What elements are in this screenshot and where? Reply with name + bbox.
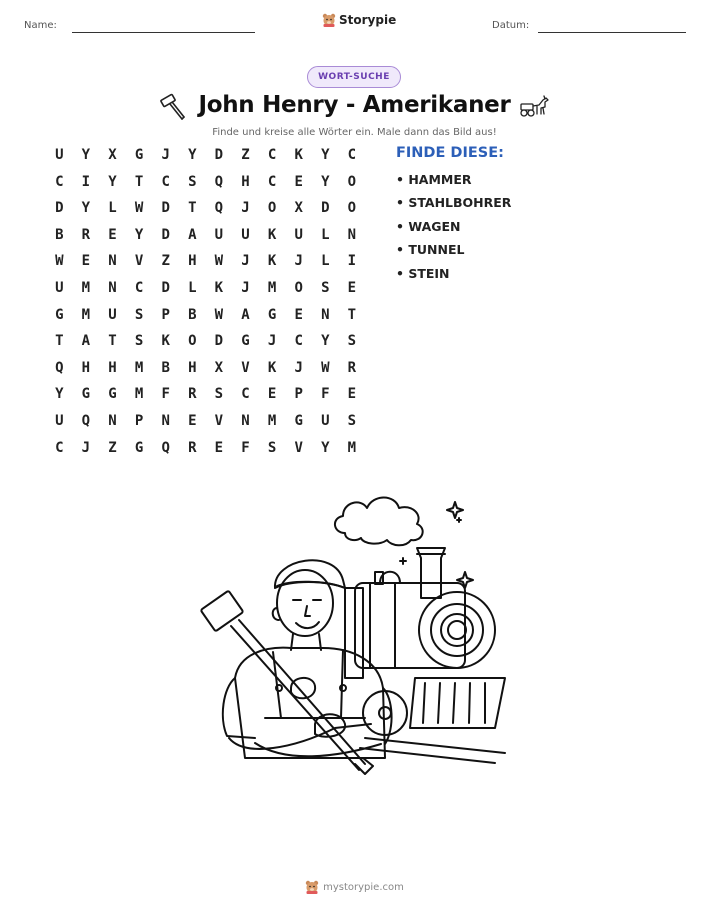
grid-letter[interactable]: E	[188, 413, 197, 429]
bear-logo-icon	[322, 13, 336, 27]
grid-letter[interactable]: U	[294, 226, 303, 243]
grid-letter[interactable]: V	[214, 413, 224, 429]
grid-letter[interactable]: D	[161, 280, 170, 296]
grid-letter[interactable]: P	[134, 413, 144, 429]
grid-letter[interactable]: G	[55, 306, 64, 323]
grid-letter[interactable]: U	[55, 147, 64, 163]
grid-letter[interactable]: X	[214, 359, 224, 376]
grid-letter[interactable]: G	[134, 147, 144, 163]
grid-letter[interactable]: M	[267, 413, 277, 429]
grid-letter[interactable]: C	[347, 147, 357, 163]
grid-letter[interactable]: L	[321, 226, 330, 243]
grid-letter[interactable]: Y	[108, 173, 117, 190]
grid-letter[interactable]: R	[188, 386, 197, 403]
grid-letter[interactable]: T	[347, 306, 357, 323]
grid-letter[interactable]: K	[267, 226, 277, 243]
grid-letter[interactable]: Y	[55, 386, 64, 403]
grid-letter[interactable]: S	[321, 280, 330, 296]
word-item: • WAGEN	[396, 218, 461, 234]
grid-letter[interactable]: N	[321, 306, 330, 323]
grid-letter[interactable]: I	[347, 253, 357, 270]
grid-letter[interactable]: E	[81, 253, 91, 270]
grid-letter[interactable]: Y	[321, 439, 330, 456]
grid-letter[interactable]: C	[241, 386, 250, 403]
instructions: Finde und kreise alle Wörter ein. Male dann das Bild aus!	[212, 127, 497, 138]
word-list	[396, 171, 511, 288]
footer	[0, 880, 709, 894]
grid-letter[interactable]: G	[267, 306, 277, 323]
grid-letter[interactable]: M	[134, 359, 144, 376]
grid-letter[interactable]: S	[134, 306, 144, 323]
grid-letter[interactable]: E	[294, 173, 303, 190]
date-line[interactable]	[538, 32, 686, 33]
grid-letter[interactable]: D	[161, 200, 170, 217]
grid-letter[interactable]: G	[134, 439, 144, 456]
grid-letter[interactable]: A	[81, 333, 91, 350]
grid-letter[interactable]: F	[321, 386, 330, 403]
grid-letter[interactable]: F	[161, 386, 170, 403]
word-item: • TUNNEL	[396, 242, 465, 258]
grid-letter[interactable]: T	[108, 333, 117, 350]
grid-letter[interactable]: O	[347, 173, 357, 190]
grid-letter[interactable]: G	[294, 413, 303, 429]
grid-letter[interactable]: F	[241, 439, 250, 456]
grid-letter[interactable]: U	[55, 413, 64, 429]
grid-letter[interactable]: P	[161, 306, 170, 323]
grid-letter[interactable]: D	[55, 200, 64, 217]
grid-letter[interactable]: S	[134, 333, 144, 350]
grid-letter[interactable]: A	[241, 306, 250, 323]
grid-letter[interactable]: U	[321, 413, 330, 429]
grid-letter[interactable]: D	[321, 200, 330, 217]
grid-letter[interactable]: S	[214, 386, 224, 403]
grid-letter[interactable]: W	[214, 306, 224, 323]
grid-letter[interactable]: Q	[55, 359, 64, 376]
name-line[interactable]	[72, 32, 255, 33]
grid-letter[interactable]: E	[347, 280, 357, 296]
grid-letter[interactable]: J	[241, 253, 250, 270]
grid-letter[interactable]: S	[347, 413, 357, 429]
grid-letter[interactable]: T	[134, 173, 144, 190]
grid-letter[interactable]: L	[108, 200, 117, 217]
grid-letter[interactable]: N	[108, 280, 117, 296]
grid-letter[interactable]: Y	[134, 226, 144, 243]
bear-logo-icon	[305, 880, 319, 894]
grid-letter[interactable]: U	[108, 306, 117, 323]
grid-letter[interactable]: V	[241, 359, 250, 376]
word-list-title: FINDE DIESE:	[396, 145, 504, 161]
grid-letter[interactable]: Z	[241, 147, 250, 163]
grid-letter[interactable]: K	[294, 147, 303, 163]
brand-name: Storypie	[339, 13, 397, 27]
word-item: • STAHLBOHRER	[396, 195, 512, 211]
grid-letter[interactable]: K	[267, 359, 277, 376]
grid-letter[interactable]: M	[347, 439, 357, 456]
grid-letter[interactable]: S	[267, 439, 277, 456]
grid-letter[interactable]: C	[134, 280, 144, 296]
grid-letter[interactable]: G	[81, 386, 91, 403]
grid-letter[interactable]: Y	[81, 200, 91, 217]
grid-letter[interactable]: U	[55, 280, 64, 296]
grid-letter[interactable]: O	[267, 200, 277, 217]
grid-letter[interactable]: W	[321, 359, 330, 376]
grid-letter[interactable]: N	[108, 253, 117, 270]
grid-letter[interactable]: E	[214, 439, 224, 456]
brand-logo	[322, 13, 396, 27]
grid-letter[interactable]: C	[161, 173, 170, 190]
grid-letter[interactable]: W	[55, 253, 64, 270]
grid-letter[interactable]: X	[294, 200, 303, 217]
grid-letter[interactable]: D	[161, 226, 170, 243]
grid-letter[interactable]: C	[55, 173, 64, 190]
grid-letter[interactable]: W	[134, 200, 144, 217]
grid-letter[interactable]: H	[188, 359, 197, 376]
grid-letter[interactable]: X	[108, 147, 117, 163]
grid-letter[interactable]: N	[241, 413, 250, 429]
grid-letter[interactable]: A	[188, 226, 197, 243]
grid-letter[interactable]: N	[347, 226, 357, 243]
grid-letter[interactable]: H	[188, 253, 197, 270]
grid-letter[interactable]: K	[214, 280, 224, 296]
grid-letter[interactable]: Q	[81, 413, 91, 429]
coloring-illustration	[195, 488, 525, 788]
grid-letter[interactable]: J	[241, 200, 250, 217]
name-label: Name:	[24, 20, 57, 31]
grid-letter[interactable]: J	[294, 359, 303, 376]
grid-letter[interactable]: Y	[81, 147, 91, 163]
grid-letter[interactable]: O	[188, 333, 197, 350]
word-item: • HAMMER	[396, 172, 472, 187]
grid-letter[interactable]: Z	[108, 439, 117, 456]
grid-letter[interactable]: J	[267, 333, 277, 350]
grid-letter[interactable]: M	[81, 306, 91, 323]
grid-letter[interactable]: M	[267, 280, 277, 296]
grid-letter[interactable]: K	[267, 253, 277, 270]
grid-letter[interactable]: C	[294, 333, 303, 350]
grid-letter[interactable]: Q	[214, 173, 224, 190]
grid-letter[interactable]: R	[81, 226, 91, 243]
grid-letter[interactable]: D	[214, 333, 224, 350]
grid-letter[interactable]: P	[294, 386, 303, 403]
grid-letter[interactable]: S	[347, 333, 357, 350]
grid-letter[interactable]: S	[188, 173, 197, 190]
grid-letter[interactable]: G	[241, 333, 250, 350]
grid-letter[interactable]: Y	[321, 147, 330, 163]
grid-letter[interactable]: K	[161, 333, 170, 350]
horse-wagon-icon	[519, 94, 551, 118]
grid-letter[interactable]: C	[55, 439, 64, 456]
grid-letter[interactable]: R	[188, 439, 197, 456]
grid-letter[interactable]: B	[161, 359, 170, 376]
grid-letter[interactable]: Q	[214, 200, 224, 217]
grid-letter[interactable]: E	[294, 306, 303, 323]
grid-letter[interactable]: Y	[321, 333, 330, 350]
grid-letter[interactable]: T	[55, 333, 64, 350]
grid-letter[interactable]: J	[241, 280, 250, 296]
grid-letter[interactable]: N	[108, 413, 117, 429]
page-title: John Henry - Amerikaner	[198, 92, 511, 118]
grid-letter[interactable]: U	[214, 226, 224, 243]
grid-letter[interactable]: R	[347, 359, 357, 376]
grid-letter[interactable]: I	[81, 173, 91, 190]
grid-letter[interactable]: H	[241, 173, 250, 190]
grid-letter[interactable]: G	[108, 386, 117, 403]
worksheet-type-badge: WORT-SUCHE	[307, 66, 401, 88]
grid-letter[interactable]: J	[294, 253, 303, 270]
grid-letter[interactable]: L	[321, 253, 330, 270]
grid-letter[interactable]: M	[81, 280, 91, 296]
grid-letter[interactable]: J	[81, 439, 91, 456]
grid-letter[interactable]: V	[134, 253, 144, 270]
grid-letter[interactable]: Z	[161, 253, 170, 270]
grid-letter[interactable]: V	[294, 439, 303, 456]
grid-letter[interactable]: E	[108, 226, 117, 243]
date-label: Datum:	[492, 20, 530, 31]
grid-letter[interactable]: D	[214, 147, 224, 163]
grid-letter[interactable]: O	[347, 200, 357, 217]
grid-letter[interactable]: N	[161, 413, 170, 429]
grid-letter[interactable]: C	[267, 173, 277, 190]
grid-letter[interactable]: W	[214, 253, 224, 270]
grid-letter[interactable]: M	[134, 386, 144, 403]
grid-letter[interactable]: U	[241, 226, 250, 243]
grid-letter[interactable]: Y	[321, 173, 330, 190]
grid-letter[interactable]: L	[188, 280, 197, 296]
footer-url[interactable]: mystorypie.com	[323, 881, 404, 893]
grid-letter[interactable]: T	[188, 200, 197, 217]
grid-letter[interactable]: C	[267, 147, 277, 163]
grid-letter[interactable]: J	[161, 147, 170, 163]
grid-letter[interactable]: H	[81, 359, 91, 376]
grid-letter[interactable]: B	[188, 306, 197, 323]
grid-letter[interactable]: E	[347, 386, 357, 403]
grid-letter[interactable]: Y	[188, 147, 197, 163]
grid-letter[interactable]: O	[294, 280, 303, 296]
word-item: • STEIN	[396, 265, 450, 281]
grid-letter[interactable]: Q	[161, 439, 170, 456]
grid-letter[interactable]: B	[55, 226, 64, 243]
grid-letter[interactable]: E	[267, 386, 277, 403]
grid-letter[interactable]: H	[108, 359, 117, 376]
